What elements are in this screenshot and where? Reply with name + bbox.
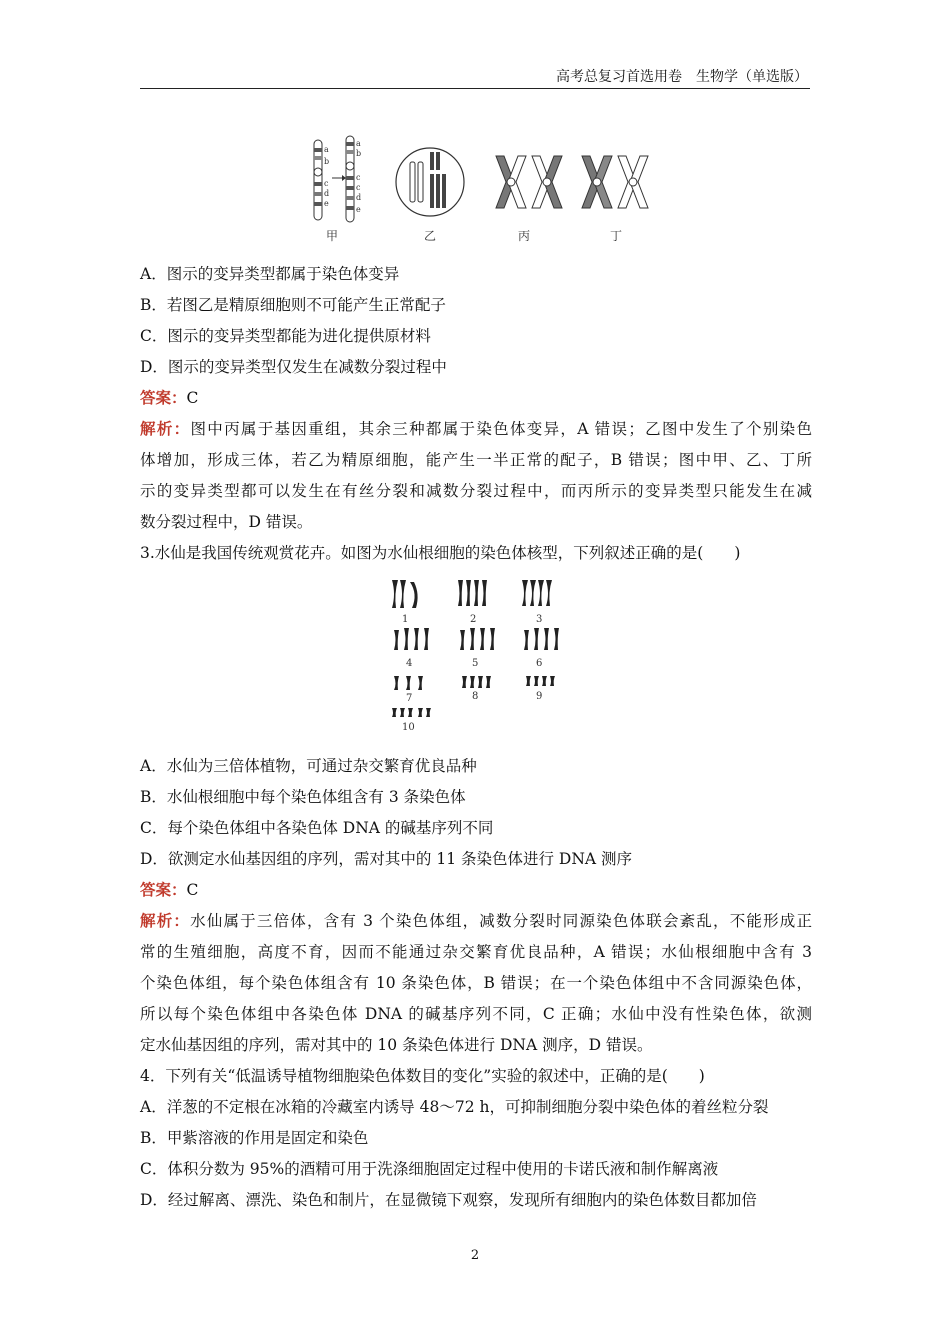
answer-value: C [186,881,199,899]
gene-label: a [324,145,329,154]
q3-analysis-line: 常的生殖细胞，高度不育，因而不能通过杂交繁育优良品种，A 错误；水仙根细胞中含有 3 [140,943,812,961]
page-header [140,66,810,89]
answer-label: 答案： [140,388,187,407]
q3-answer [140,880,812,900]
q2-analysis-line: 体增加，形成三体，若乙为精原细胞，能产生一半正常的配子，B 错误；图中甲、乙、丁所 [140,451,812,469]
karyotype-number: 3 [536,614,543,625]
q2-analysis-line: 示的变异类型都可以发生在有丝分裂和减数分裂过程中，而丙所示的变异类型只能发生在减 [140,482,812,500]
q4-option-c: C．体积分数为 95%的酒精可用于洗涤细胞固定过程中使用的卡诺氏液和制作解离液 [140,1160,719,1178]
karyotype-number: 5 [472,658,479,669]
q4-option-d: D．经过解离、漂洗、染色和制片，在显微镜下观察，发现所有细胞内的染色体数目都加倍 [140,1191,757,1209]
q3-analysis-line: 定水仙基因组的序列，需对其中的 10 条染色体进行 DNA 测序，D 错误。 [140,1036,653,1054]
q4-stem: 4．下列有关“低温诱导植物细胞染色体数目的变化”实验的叙述中，正确的是( ) [140,1067,705,1085]
karyotype-number: 2 [470,614,477,625]
karyotype-number: 1 [402,614,409,625]
figure-jia [314,136,361,222]
karyotype-number: 9 [536,691,543,702]
gene-label: a [356,139,361,148]
q2-analysis-line: 数分裂过程中，D 错误。 [140,513,313,531]
q2-analysis-line: 解析：图中丙属于基因重组，其余三种都属于染色体变异，A 错误；乙图中发生了个别染色 [140,419,812,438]
karyotype-figure [380,570,570,735]
q3-analysis-line: 解析：水仙属于三倍体，含有 3 个染色体组，减数分裂时同源染色体联会紊乱，不能形成正 [140,911,812,930]
caption-bing: 丙 [518,229,531,243]
figure-bing [496,156,562,208]
q3-analysis-line: 个染色体组，每个染色体组含有 10 条染色体，B 错误；在一个染色体组中不含同源染色体， [140,974,812,992]
q4-option-b: B．甲紫溶液的作用是固定和染色 [140,1129,369,1147]
q2-option-b: B．若图乙是精原细胞则不可能产生正常配子 [140,296,446,314]
caption-ding: 丁 [610,229,623,243]
caption-jia: 甲 [326,229,339,243]
gene-label: e [324,199,329,208]
karyotype-number: 8 [472,691,479,702]
gene-label: b [356,149,362,158]
karyotype-number: 4 [406,658,413,669]
q3-option-a: A．水仙为三倍体植物，可通过杂交繁育优良品种 [140,757,477,775]
header-title: 高考总复习首选用卷 生物学（单选版） [556,69,808,85]
q3-option-d: D．欲测定水仙基因组的序列，需对其中的 11 条染色体进行 DNA 测序 [140,850,633,868]
q3-option-b: B．水仙根细胞中每个染色体组含有 3 条染色体 [140,788,466,806]
q3-stem: 3.水仙是我国传统观赏花卉。如图为水仙根细胞的染色体核型，下列叙述正确的是( ) [140,544,741,562]
figure-yi [396,148,464,216]
page-number: 2 [470,1248,480,1263]
karyotype-number: 10 [402,722,415,733]
karyotype-number: 7 [406,693,413,704]
analysis-label: 解析： [140,911,191,930]
answer-value: C [186,389,199,407]
gene-label: c [356,183,361,192]
gene-label: d [356,193,362,202]
q4-option-a: A．洋葱的不定根在冰箱的冷藏室内诱导 48～72 h，可抑制细胞分裂中染色体的着丝粒分裂 [140,1098,769,1116]
q2-option-c: C．图示的变异类型都能为进化提供原材料 [140,327,431,345]
karyotype-number: 6 [536,658,543,669]
gene-label: c [324,179,329,188]
q2-option-d: D．图示的变异类型仅发生在减数分裂过程中 [140,358,447,376]
q3-option-c: C．每个染色体组中各染色体 DNA 的碱基序列不同 [140,819,494,837]
arrow-icon [342,175,346,181]
figure-ding [582,156,648,208]
gene-label: b [324,157,330,166]
caption-yi: 乙 [424,229,437,243]
gene-label: d [324,189,330,198]
gene-label: c [356,173,361,182]
q2-answer [140,388,812,408]
q3-analysis-line: 所以每个染色体组中各染色体 DNA 的碱基序列不同，C 正确；水仙中没有性染色体，欲测 [140,1005,812,1023]
variation-types-figure [300,128,660,248]
q2-option-a: A．图示的变异类型都属于染色体变异 [140,265,400,283]
analysis-label: 解析： [140,419,191,438]
gene-label: e [356,205,361,214]
answer-label: 答案： [140,880,187,899]
